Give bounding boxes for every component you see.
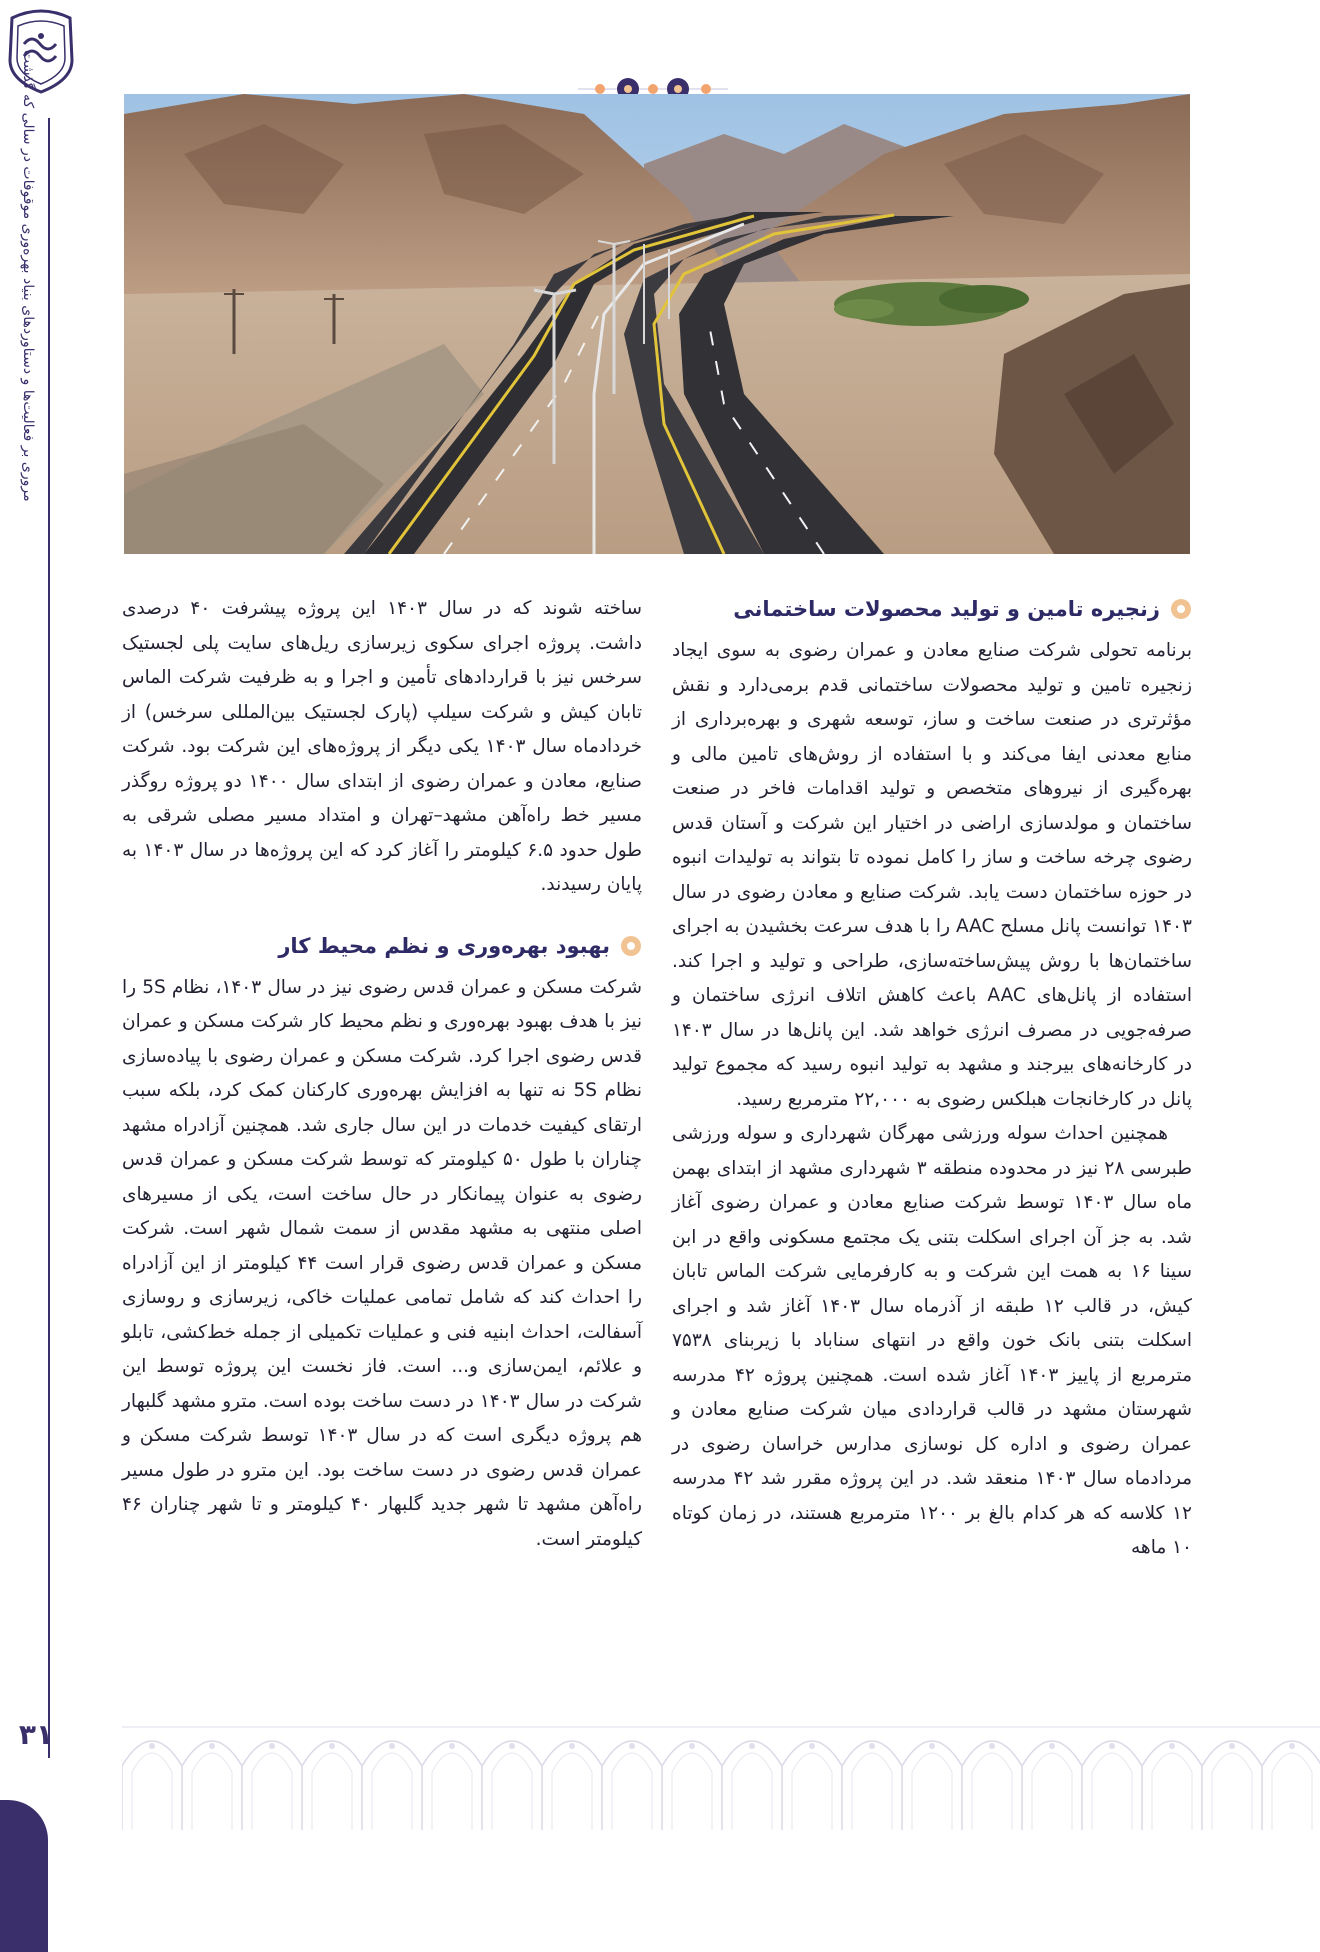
paragraph: برنامه تحولی شرکت صنایع معادن و عمران رضوی به سوی ایجاد زنجیره تامین و تولید محصولات ساختمانی قدم برمی‌دارد و نقش مؤثرتری در صنعت ساخت و ساز، توسعه شهری و بهره‌برداری از منابع معدنی ایفا می‌کند و با استفاده از روش‌های تامین مالی و بهره‌گیری از نیروهای متخصص و تولید اقدامات فاخر در صنعت ساختمان و مولدسازی اراضی در اختیار این شرکت و آستان قدس رضوی چرخه ساخت و ساز را کامل نموده تا بتواند به تولیدات انبوه در حوزه ساختمان دست یابد. شرکت صنایع و معادن رضوی در سال ۱۴۰۳ توانست پانل مسلح AAC را با هدف سرعت بخشیدن به اجرای ساختمان‌ها با روش پیش‌ساخته‌سازی، طراحی و تولید و اجرا کند. استفاده از پانل‌های AAC باعث کاهش اتلاف انرژی ساختمان و صرفه‌جویی در مصرف انرژی خواهد شد. این پانل‌ها در سال ۱۴۰۳ در کارخانه‌های بیرجند و مشهد به تولید انبوه رسید که مجموع تولید پانل در کارخانجات هبلکس رضوی به ۲۲,۰۰۰ مترمربع رسید.	[672, 640, 1192, 1110]
highway-photo	[124, 94, 1190, 554]
section-title: زنجیره تامین و تولید محصولات ساختمانی	[733, 597, 1160, 621]
paragraph: همچنین احداث سوله ورزشی مهرگان شهرداری و سوله ورزشی طبرسی ۲۸ نیز در محدوده منطقه ۳ شهرداری مشهد از ابتدای بهمن ماه سال ۱۴۰۳ توسط شرکت صنایع معادن و عمران رضوی آغاز شد. به جز آن اجرای اسکلت بتنی یک مجتمع مسکونی واقع در ابن سینا ۱۶ به همت این شرکت و به کارفرمایی شرکت الماس تابان کیش، در قالب ۱۲ طبقه از آذرماه سال ۱۴۰۳ آغاز شد و اجرای اسکلت بتنی بانک خون واقع در انتهای سناباد با زیربنای ۷۵۳۸ مترمربع از پاییز ۱۴۰۳ آغاز شده است. همچنین پروژه ۴۲ مدرسه شهرستان مشهد در قالب قراردادی میان شرکت صنایع معادن و عمران رضوی و اداره کل نوسازی مدارس خراسان رضوی در مردادماه سال ۱۴۰۳ منعقد شد. در این پروژه مقرر شد ۴۲ مدرسه ۱۲ کلاسه که هر کدام بالغ بر ۱۲۰۰ مترمربع هستند، در زمان کوتاه ۱۰ ماهه	[672, 1123, 1192, 1558]
page-corner-tab	[0, 1800, 48, 1952]
article-right-column	[672, 592, 1192, 1566]
paragraph: ساخته شوند که در سال ۱۴۰۳ این پروژه پیشرفت ۴۰ درصدی داشت. پروژه اجرای سکوی زیرسازی ریل‌های سایت پلی لجستیک سرخس نیز با قراردادهای تأمین و اجرا و به ظرفیت شرکت الماس تابان کیش و شرکت سیلپ (پارک لجستیک بین‌المللی سرخس) از خردادماه سال ۱۴۰۳ یکی دیگر از پروژه‌های این شرکت بود. شرکت صنایع، معادن و عمران رضوی از ابتدای سال ۱۴۰۰ دو پروژه روگذر مسیر خط راه‌آهن مشهد–تهران و امتداد مسیر مصلی شرقی به طول حدود ۶.۵ کیلومتر را آغاز کرد که این پروژه‌ها در سال ۱۴۰۳ به پایان رسیدند.	[122, 598, 643, 895]
flower-bullet-icon	[620, 935, 642, 957]
section-heading-productivity	[122, 929, 642, 963]
running-title: مروری بر فعالیت‌ها و دستاوردهای بنیاد بهره‌وری موقوفات در سالی که گذشت	[20, 50, 36, 502]
section-heading-supply-chain	[672, 592, 1192, 626]
paragraph: شرکت مسکن و عمران قدس رضوی نیز در سال ۱۴۰۳، نظام 5S را نیز با هدف بهبود بهره‌وری و نظم محیط کار شرکت مسکن و عمران قدس رضوی اجرا کرد. شرکت مسکن و عمران رضوی با پیاده‌سازی نظام 5S نه تنها به افزایش بهره‌وری کارکنان کمک کرد، بلکه سبب ارتقای کیفیت خدمات در این سال جاری شد. همچنین آزادراه مشهد چناران با طول ۵۰ کیلومتر که توسط شرکت مسکن و عمران قدس رضوی به عنوان پیمانکار در حال ساخت است، یکی از مسیرهای اصلی منتهی به مشهد مقدس از سمت شمال شهر است. شرکت مسکن و عمران قدس رضوی قرار است ۴۴ کیلومتر از این آزادراه را احداث کند که شامل تمامی عملیات خاکی، زیرسازی و روسازی آسفالت، احداث ابنیه فنی و عملیات تکمیلی از جمله خط‌کشی، تابلو و علائم، ایمن‌سازی و... است. فاز نخست این پروژه توسط این شرکت در سال ۱۴۰۳ در دست ساخت بوده است. مترو مشهد گلبهار هم پروژه دیگری است که در سال ۱۴۰۳ توسط شرکت مسکن و عمران قدس رضوی در دست ساخت بود. این مترو در طول مسیر راه‌آهن مشهد تا شهر جدید گلبهار ۴۰ کیلومتر و تا شهر چناران ۴۶ کیلومتر است.	[122, 976, 643, 1550]
flower-bullet-icon	[1170, 598, 1192, 620]
section-title: بهبود بهره‌وری و نظم محیط کار	[278, 933, 610, 958]
article-left-column	[122, 592, 642, 1557]
page-number: ۳۱	[18, 1718, 54, 1751]
decorative-pattern	[122, 1726, 1320, 1830]
spine-rule	[48, 118, 50, 1758]
